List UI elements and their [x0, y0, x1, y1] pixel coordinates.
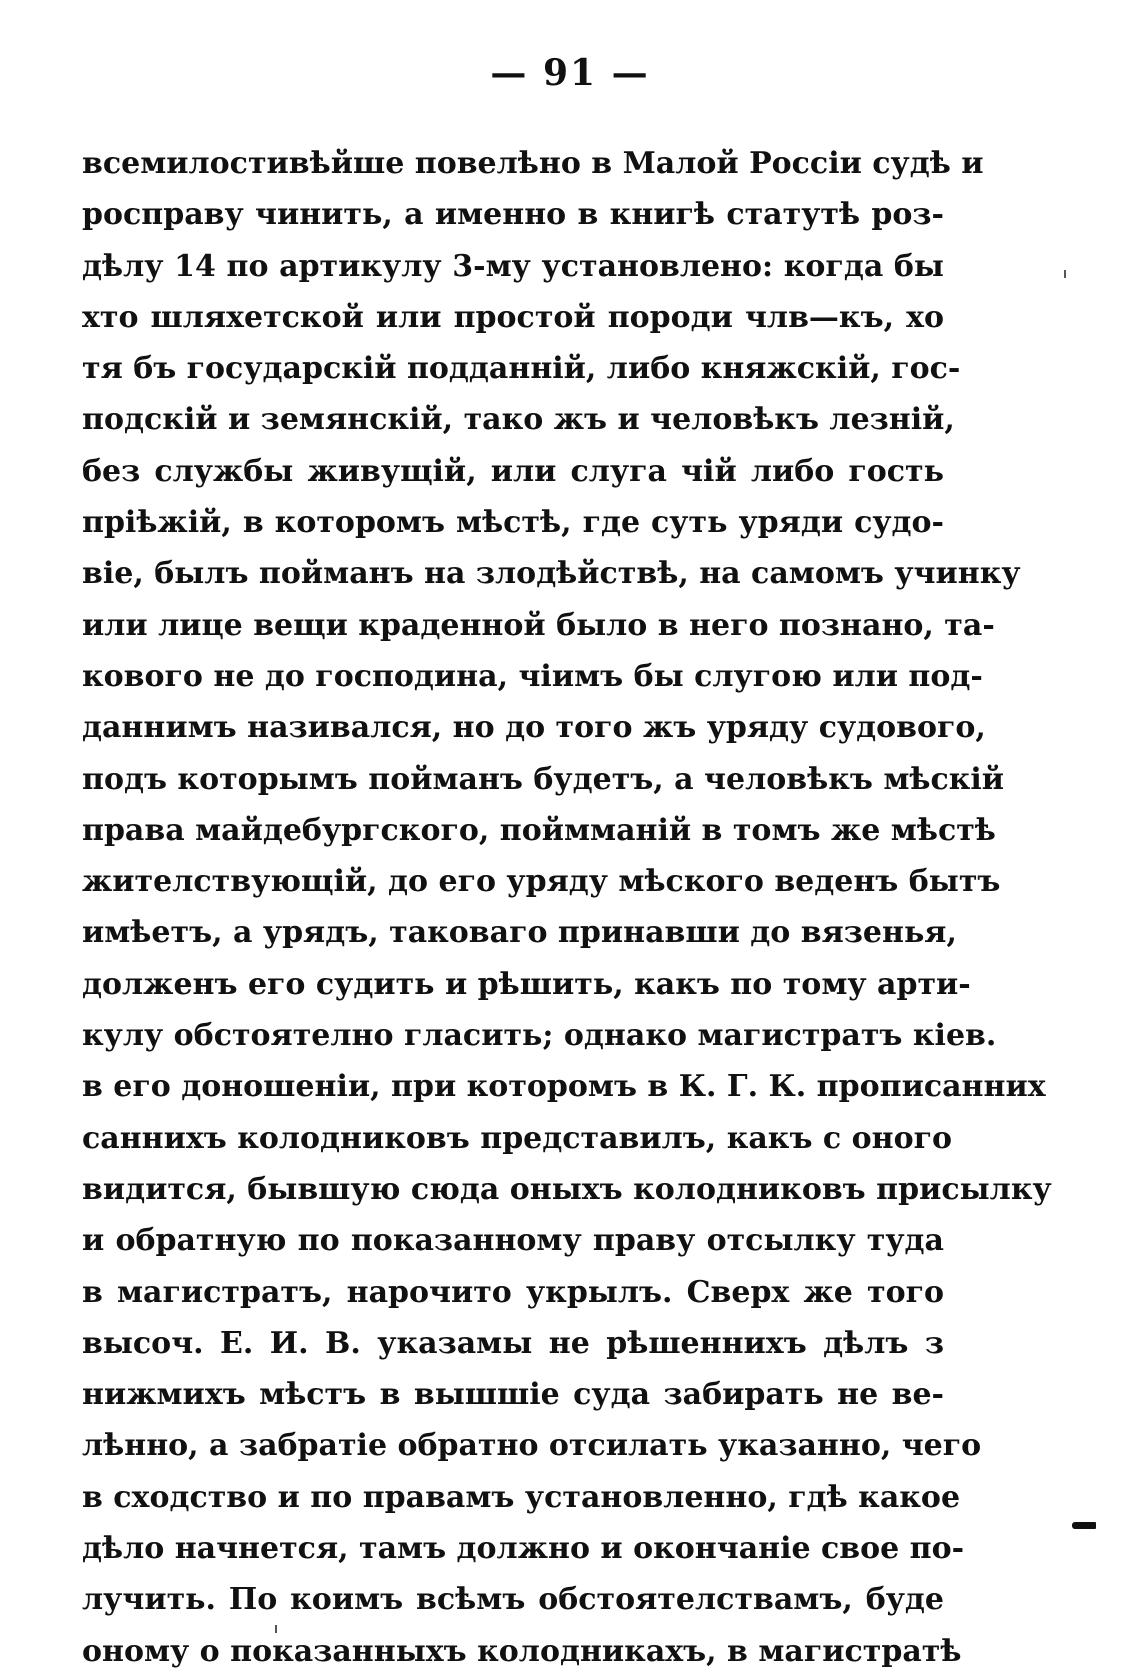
- body-text: [82, 138, 1052, 1677]
- text-line-16: имѣетъ, а урядъ, таковаго принавши до вязенья,: [82, 915, 957, 951]
- text-line-10: или лице вещи краденной было в него познано, та-: [82, 607, 995, 643]
- text-line-8: пріѣжій, в которомъ мѣстѣ, где суть уряди судо-: [82, 505, 944, 541]
- text-line-4: хто шляхетской или простой породи члв—къ, хо: [82, 299, 944, 335]
- bottom-speck: [275, 1625, 277, 1633]
- text-line-19: в его доношеніи, при которомъ в К. Г. К. прописанних: [82, 1069, 1046, 1105]
- text-line-15: жителствующій, до его уряду мѣского веденъ бытъ: [82, 864, 1001, 900]
- text-line-26: лѣнно, а забратіе обратно отсилать указанно, чего: [82, 1428, 982, 1464]
- margin-speck: [1064, 270, 1066, 278]
- text-line-18: кулу обстоятелно гласить; однако магистратъ кіев.: [82, 1018, 997, 1054]
- text-line-29: лучить. По коимъ всѣмъ обстоятелствамъ, буде: [82, 1582, 944, 1618]
- page-number: — 91 —: [490, 52, 650, 94]
- text-line-14: права майдебургского, поймманій в томъ же мѣстѣ: [82, 812, 996, 848]
- text-line-28: дѣло начнется, тамъ должно и окончаніе свое по-: [82, 1531, 965, 1567]
- text-line-23: в магистратъ, нарочито укрылъ. Сверх же того: [82, 1274, 944, 1310]
- text-line-17: долженъ его судить и рѣшить, какъ по тому арти-: [82, 966, 971, 1002]
- catchword-mark: [1072, 1522, 1096, 1529]
- text-line-6: подскій и земянскій, тако жъ и человѣкъ лезній,: [82, 402, 955, 438]
- text-line-11: кового не до господина, чіимъ бы слугою или под-: [82, 658, 983, 694]
- text-line-30: оному о показанныхъ колодникахъ, в магистратѣ: [82, 1633, 962, 1669]
- text-line-12: даннимъ називался, но до того жъ уряду судового,: [82, 710, 986, 746]
- text-line-1: всемилостивѣйше повелѣно в Малой Россіи судѣ и: [82, 146, 984, 181]
- text-line-7: без службы живущій, или слуга чій либо гость: [82, 453, 944, 489]
- text-line-13: подъ которымъ пойманъ будетъ, а человѣкъ мѣскій: [82, 761, 1005, 797]
- text-line-9: віе, былъ пойманъ на злодѣйствѣ, на самомъ учинку: [82, 556, 1021, 592]
- text-line-25: нижмихъ мѣстъ в вышшіе суда забирать не ве-: [82, 1377, 944, 1413]
- text-line-27: в сходство и по правамъ установленно, гдѣ какое: [82, 1479, 961, 1515]
- text-line-22: и обратную по показанному праву отсылку туда: [82, 1223, 944, 1259]
- text-line-2: росправу чинить, а именно в книгѣ статутѣ роз-: [82, 197, 944, 233]
- text-line-3: дѣлу 14 по артикулу 3-му установлено: когда бы: [82, 248, 944, 284]
- text-line-5: тя бъ государскій подданній, либо княжскій, гос-: [82, 351, 961, 387]
- text-line-24: высоч. Е. И. В. указамы не рѣшеннихъ дѣлъ з: [82, 1325, 944, 1361]
- text-line-20: санниxъ колодниковъ представилъ, какъ с оного: [82, 1120, 952, 1156]
- text-line-21: видится, бывшую сюда оныхъ колодниковъ присылку: [82, 1171, 1052, 1207]
